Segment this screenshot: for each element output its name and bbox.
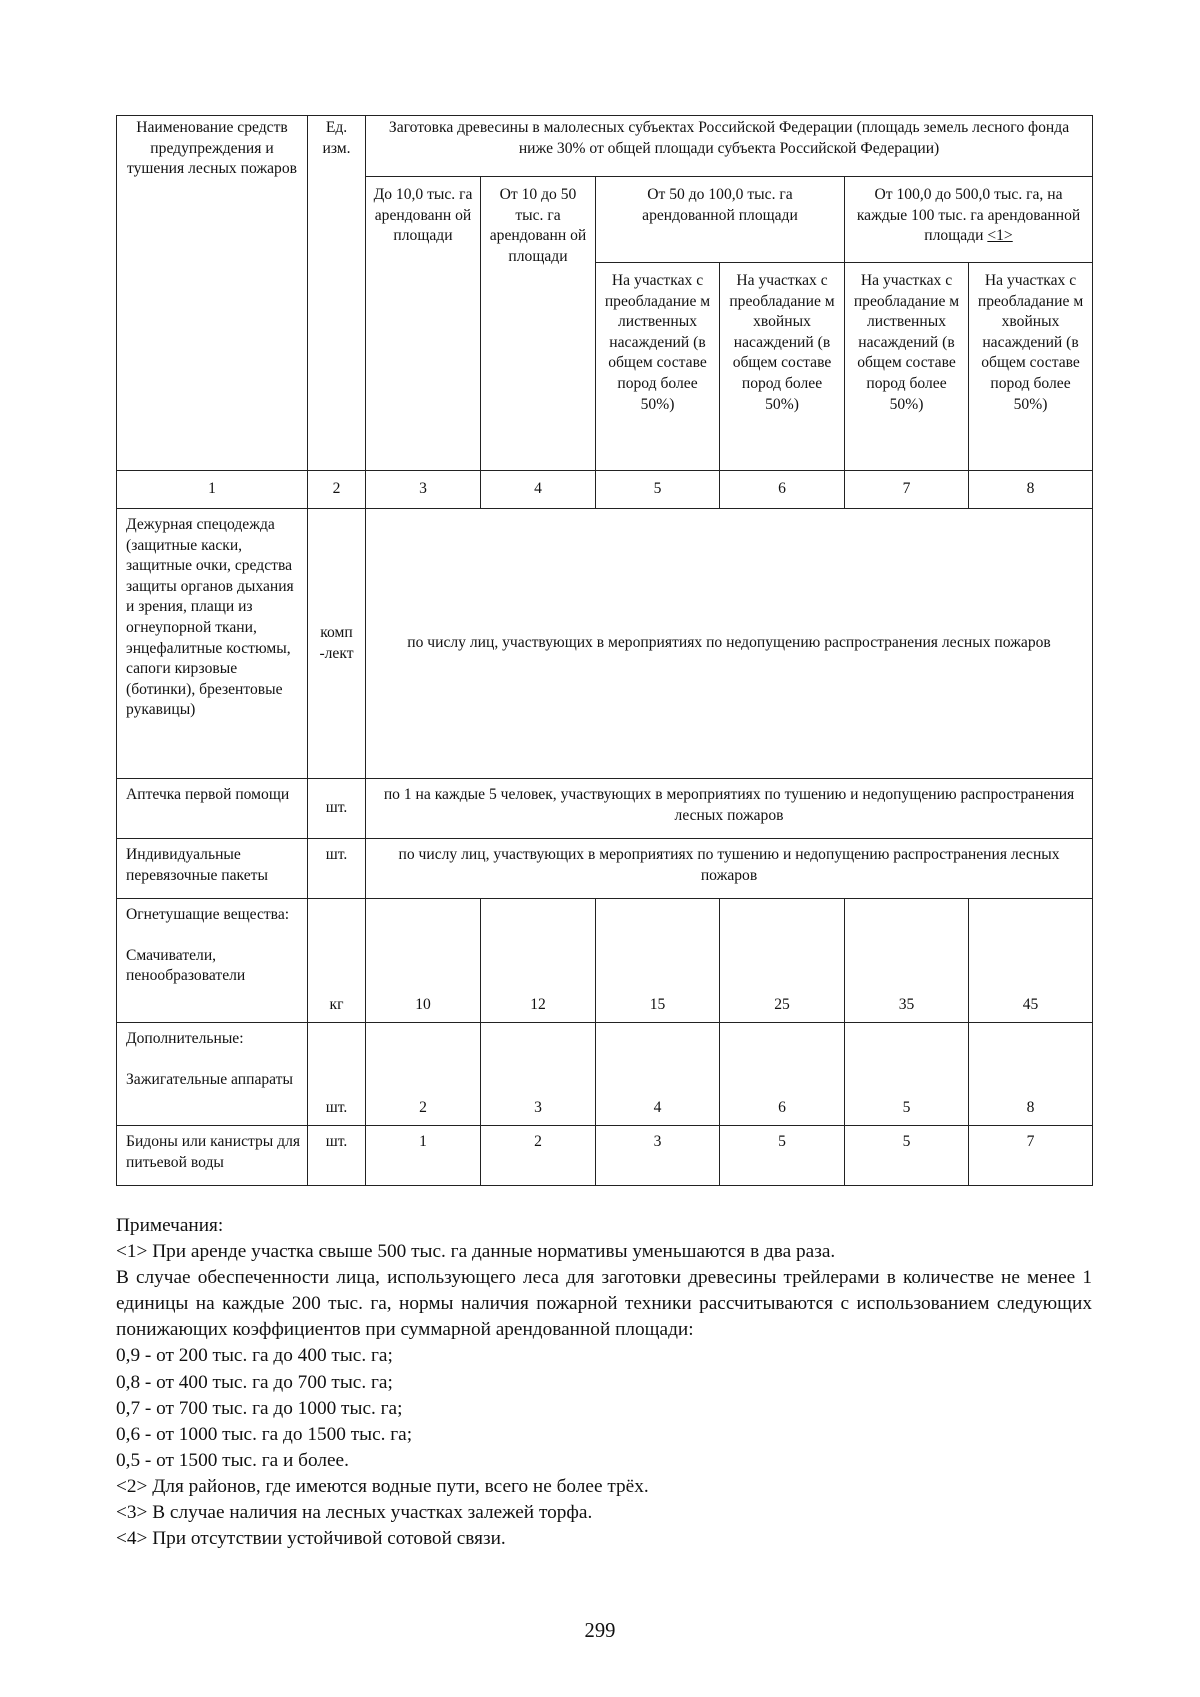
header-50-100: От 50 до 100,0 тыс. га арендованной площади [596, 177, 845, 263]
header-col-unit: Ед. изм. [308, 116, 366, 471]
table-cell: 6 [720, 1023, 845, 1126]
header-100-500 [845, 177, 1093, 263]
note-2: <2> Для районов, где имеются водные пути, всего не более трёх. [116, 1475, 649, 1497]
row-unit-aid: шт. [308, 779, 366, 839]
table-cell: 4 [596, 1023, 720, 1126]
table-row [117, 899, 1093, 1023]
table-cell: 3 [596, 1126, 720, 1186]
table-cell: 25 [720, 899, 845, 1023]
header-col-8: На участках с преобладание м хвойных насаждений (в общем составе пород более 50%) [969, 263, 1093, 471]
table-cell: 5 [845, 1023, 969, 1126]
table-cell: 35 [845, 899, 969, 1023]
table-cell: 2 [481, 1126, 596, 1186]
table-cell: 7 [969, 1126, 1093, 1186]
coefficient-line: 0,5 - от 1500 тыс. га и более. [116, 1449, 349, 1471]
row-name-spec: Дежурная спецодежда (защитные каски, защитные очки, средства защиты органов дыхания и зрения, плащи из огнеупорной ткани, энцефалитные костюмы, сапоги кирзовые (ботинки), брезентовые рукавицы) [117, 509, 308, 779]
table-row [117, 779, 1093, 839]
table-row [117, 509, 1093, 779]
row-value-spec: по числу лиц, участвующих в мероприятиях по недопущению распространения лесных пожаров [366, 509, 1093, 779]
coefficient-line: 0,8 - от 400 тыс. га до 700 тыс. га; [116, 1371, 393, 1393]
footnote-ref-1-link[interactable]: <1> [987, 227, 1013, 245]
row-name-dressing: Индивидуальные перевязочные пакеты [117, 839, 308, 899]
header-col-7: На участках с преобладание м лиственных насаждений (в общем составе пород более 50%) [845, 263, 969, 471]
row-item-label: Зажигательные аппараты [126, 1070, 293, 1088]
table-row [117, 839, 1093, 899]
table-cell: 2 [366, 1023, 481, 1126]
row-unit-dressing: шт. [308, 839, 366, 899]
coefficient-line: 0,6 - от 1000 тыс. га до 1500 тыс. га; [116, 1423, 413, 1445]
row-name-extinguishing [117, 899, 308, 1023]
row-name-cans: Бидоны или канистры для питьевой воды [117, 1126, 308, 1186]
table-row [117, 1023, 1093, 1126]
row-group-label: Дополнительные: [126, 1030, 244, 1047]
header-col-4: От 10 до 50 тыс. га арендованн ой площади [481, 177, 596, 471]
page-number: 299 [584, 1620, 616, 1642]
column-number: 7 [845, 471, 969, 509]
row-item-label: Смачиватели, пенообразователи [126, 946, 246, 985]
row-value-aid: по 1 на каждые 5 человек, участвующих в мероприятиях по тушению и недопущению распространения лесных пожаров [366, 779, 1093, 839]
row-unit-ignition: шт. [308, 1023, 366, 1126]
column-number: 6 [720, 471, 845, 509]
column-number: 2 [308, 471, 366, 509]
coefficient-line: 0,9 - от 200 тыс. га до 400 тыс. га; [116, 1345, 393, 1367]
note-1: <1> При аренде участка свыше 500 тыс. га данные нормативы уменьшаются в два раза. [116, 1241, 836, 1263]
table-row [117, 1126, 1093, 1186]
row-name-ignition [117, 1023, 308, 1126]
header-col-name: Наименование средств предупреждения и тушения лесных пожаров [117, 116, 308, 471]
table-cell: 8 [969, 1023, 1093, 1126]
header-100-500-text: От 100,0 до 500,0 тыс. га, на каждые 100 тыс. га арендованной площади [856, 186, 1081, 245]
note-3: <3> В случае наличия на лесных участках залежей торфа. [116, 1502, 593, 1524]
coefficient-line: 0,7 - от 700 тыс. га до 1000 тыс. га; [116, 1397, 403, 1419]
column-number: 8 [969, 471, 1093, 509]
norms-table [116, 115, 1093, 1186]
column-number: 4 [481, 471, 596, 509]
notes-section [116, 1213, 1092, 1552]
header-col-6: На участках с преобладание м хвойных насаждений (в общем составе пород более 50%) [720, 263, 845, 471]
table-cell: 3 [481, 1023, 596, 1126]
note-4: <4> При отсутствии устойчивой сотовой связи. [116, 1528, 506, 1550]
notes-title: Примечания: [116, 1215, 224, 1236]
column-number-row [117, 471, 1093, 509]
table-cell: 12 [481, 899, 596, 1023]
row-unit-cans: шт. [308, 1126, 366, 1186]
header-col-5: На участках с преобладание м лиственных насаждений (в общем составе пород более 50%) [596, 263, 720, 471]
note-trailer: В случае обеспеченности лица, использующего леса для заготовки древесины трейлерами в количестве не менее 1 единицы на каждые 200 тыс. га, нормы наличия пожарной техники рассчитываются с использованием следующих понижающих коэффициентов при суммарной арендованной площади: [116, 1267, 1092, 1341]
column-number: 3 [366, 471, 481, 509]
column-number: 5 [596, 471, 720, 509]
table-cell: 5 [845, 1126, 969, 1186]
header-row-1 [117, 116, 1093, 177]
column-number: 1 [117, 471, 308, 509]
row-unit-spec: комп -лект [308, 509, 366, 779]
table-cell: 5 [720, 1126, 845, 1186]
table-cell: 1 [366, 1126, 481, 1186]
row-name-aid: Аптечка первой помощи [117, 779, 308, 839]
table-cell: 45 [969, 899, 1093, 1023]
row-value-dressing: по числу лиц, участвующих в мероприятиях по тушению и недопущению распространения лесных пожаров [366, 839, 1093, 899]
header-group-title: Заготовка древесины в малолесных субъектах Российской Федерации (площадь земель лесного фонда ниже 30% от общей площади субъекта Российской Федерации) [366, 116, 1093, 177]
table-cell: 15 [596, 899, 720, 1023]
header-col-3: До 10,0 тыс. га арендованн ой площади [366, 177, 481, 471]
table-cell: 10 [366, 899, 481, 1023]
row-unit-extinguishing: кг [308, 899, 366, 1023]
row-group-label: Огнетушащие вещества: [126, 906, 290, 923]
